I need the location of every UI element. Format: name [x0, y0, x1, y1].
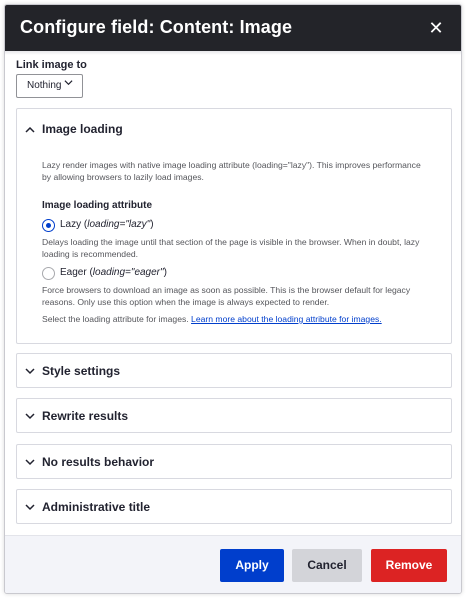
- learn-more-link[interactable]: Learn more about the loading attribute for images.: [191, 314, 382, 324]
- rewrite-results-summary[interactable]: [17, 399, 451, 441]
- chevron-down-icon: [25, 366, 35, 376]
- section-label: Rewrite results: [42, 409, 129, 423]
- apply-button[interactable]: Apply: [220, 549, 284, 582]
- administrative-title-details[interactable]: [16, 489, 452, 524]
- configure-field-dialog: [4, 4, 462, 594]
- style-settings-summary[interactable]: [17, 354, 451, 396]
- link-image-select[interactable]: [16, 74, 83, 98]
- chevron-down-icon: [25, 502, 35, 512]
- chevron-up-icon: [25, 125, 35, 135]
- lazy-label[interactable]: Lazy (loading="lazy"): [60, 219, 154, 230]
- dialog-footer: [5, 535, 461, 594]
- dialog-title: Configure field: Content: Image: [20, 17, 293, 37]
- no-results-summary[interactable]: [17, 445, 451, 487]
- image-loading-description: Lazy render images with native image loading attribute (loading="lazy"). This improves performance by allowing browsers to lazily load images.: [42, 160, 421, 182]
- close-icon[interactable]: ✕: [428, 18, 444, 38]
- lazy-radio[interactable]: [42, 219, 55, 232]
- attribute-title: Image loading attribute: [42, 200, 153, 211]
- section-label: No results behavior: [42, 455, 155, 469]
- link-image-label: Link image to: [16, 59, 87, 71]
- eager-radio[interactable]: [42, 267, 55, 280]
- lazy-description: Delays loading the image until that section of the page is visible in the browser. When in doubt, lazy loading is recommended.: [42, 237, 420, 259]
- rewrite-results-details[interactable]: [16, 398, 452, 433]
- remove-button[interactable]: Remove: [371, 549, 447, 582]
- chevron-down-icon: [25, 411, 35, 421]
- style-settings-details[interactable]: [16, 353, 452, 388]
- no-results-details[interactable]: [16, 444, 452, 479]
- link-image-value: Nothing: [27, 80, 62, 91]
- section-label: Style settings: [42, 364, 121, 378]
- scroll-shadow: [5, 51, 461, 55]
- eager-description: Force browsers to download an image as soon as possible. This is the browser default for legacy reasons. Only use this option when the image is always expected to render.: [42, 285, 411, 307]
- image-loading-summary[interactable]: [17, 109, 451, 151]
- eager-label[interactable]: Eager (loading="eager"): [60, 267, 167, 278]
- dialog-titlebar: [5, 5, 461, 51]
- chevron-down-icon: [25, 457, 35, 467]
- dialog-content: [5, 51, 461, 535]
- section-label: Administrative title: [42, 500, 151, 514]
- cancel-button[interactable]: Cancel: [292, 549, 362, 582]
- image-loading-details: [16, 108, 452, 344]
- chevron-down-icon: [64, 78, 73, 87]
- administrative-title-summary[interactable]: [17, 490, 451, 532]
- loading-help: Select the loading attribute for images. Learn more about the loading attribute for images.: [42, 314, 382, 324]
- image-loading-heading: Image loading: [42, 122, 123, 136]
